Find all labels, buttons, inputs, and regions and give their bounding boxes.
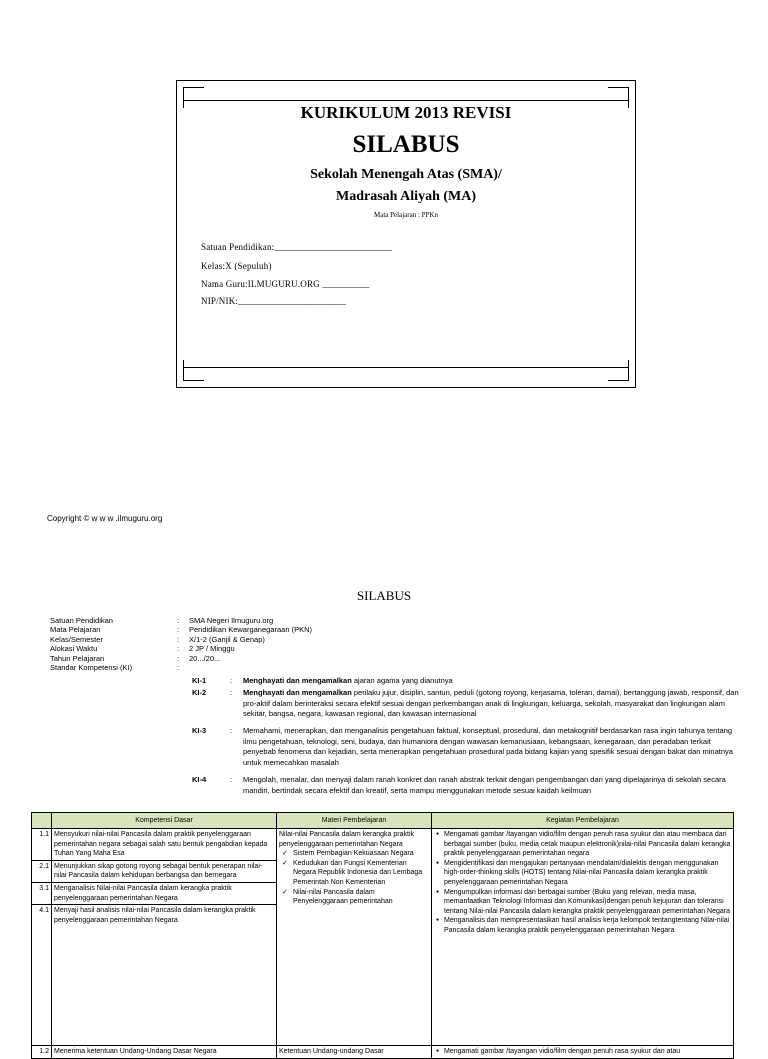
list-item: ● Menganalisis dan mempresentasikan hasil analisis kerja kelompok tentangtentang Nilai-nilai Pancasila dalam kerangka praktik penyelenggaraan pemerintahan Negara xyxy=(444,916,731,935)
mapel-label: Mata Pelajaran : PPKn xyxy=(374,211,438,219)
silabus-title: SILABUS xyxy=(352,131,460,158)
table-header-row xyxy=(32,813,734,829)
header-kegiatan: Kegiatan Pembelajaran xyxy=(432,813,734,829)
list-item: ● Mengidentifikasi dan mengajukan pertanyaan mendalam/dialektis dengan menggunakan high-order-thinking skills (HOTS) tentang Nilai-nilai Pancasila dalam kerangka praktik penyelenggaraan pemerintahan Negara xyxy=(444,859,731,888)
cover-frame xyxy=(176,80,636,388)
silabus-heading: SILABUS xyxy=(356,588,412,603)
kurikulum-title: KURIKULUM 2013 REVISI xyxy=(300,103,512,122)
info-row: Mata Pelajaran : Pendidikan Kewarganegaraan (PKN) xyxy=(50,625,312,635)
info-block xyxy=(50,616,312,672)
info-row: Satuan Pendidikan : SMA Negeri Ilmuguru.org xyxy=(50,616,274,625)
frame-line xyxy=(183,367,629,368)
list-item: ● Mengamati gambar /tayangan vidio/film dengan penuh rasa syukur dan atau xyxy=(444,1047,731,1057)
field-nip: NIP/NIK:_______________________ xyxy=(201,296,347,306)
info-row: Tahun Pelajaran : 20.../20... xyxy=(50,653,221,663)
info-row: Kelas/Semester : X/1-2 (Ganjil & Genap) xyxy=(50,634,265,644)
info-row: Alokasi Waktu : 2 JP / Minggu xyxy=(50,644,235,654)
sekolah-subtitle: Sekolah Menengah Atas (SMA)/ xyxy=(310,167,502,182)
frame-corner xyxy=(608,360,629,381)
field-guru: Nama Guru:ILMUGURU.ORG __________ xyxy=(201,279,370,289)
list-item: ✓ Kedudukan dan Fungsi Kementerian Negara Republik Indonesia dan Lembaga Pemerintah Non Kementerian xyxy=(293,859,429,888)
list-item: ● Mengumpulkan informasi dari berbagai sumber (Buku yang relevan, media masa, memanfaatkan Teknologi Informasi dan Komunikasi)dengan penuh kejujuran dan toleransi tentang Nilai-nilai Pancasila dalam kerangka praktik penyelenggaraan pemerintahan Negara xyxy=(444,888,731,917)
frame-line xyxy=(183,100,629,101)
info-row: Standar Kompetensi (KI) : xyxy=(50,663,180,673)
header-no xyxy=(32,813,52,829)
kegiatan-cell xyxy=(432,829,734,1046)
table-row: 1.2 Menerima ketentuan Undang-Undang Dasar Negara Ketentuan Undang-undang Dasar ● Mengamati gambar /tayangan vidio/film dengan penuh rasa syukur dan atau xyxy=(32,1046,734,1059)
list-item: ● Mengamati gambar /tayangan vidio/film dengan penuh rasa syukur dan atau membaca dari berbagai sumber (buku, media cetak maupun elektronik)nilai-nilai Pancasila dalam kerangka praktik penyelenggaraan pemerintahan negara xyxy=(444,830,731,859)
header-materi: Materi Pembelajaran xyxy=(277,813,432,829)
table-row: 1.1 Mensyukuri nilai-nilai Pancasila dalam praktik penyelenggaraan pemerintahan negara sebagai salah satu bentuk pengabdian kepada Tuhan Yang Maha Esa Nilai-nilai Pancasila dalam kerangka praktik penyelenggaraan pemerintahan Negara ✓ Sistem Pembagian Kekuasaan Negara ✓ Kedudukan dan Fungsi Kementerian Negara Republik Indonesia dan Lembaga Pemerintah Non Kementerian ✓ Nilai-nilai Pancasila dalam Penyelenggaraan pemerintahan ● Mengamati gambar /tayangan vidio/film dengan penuh rasa syukur dan atau membaca dari berbagai sumber (buku, media cetak maupun elektronik)nilai-nilai Pancasila dalam kerangka praktik penyelenggaraan pemerintahan negara ● Mengidentifikasi dan mengajukan pertanyaan mendalam/dialektis dengan menggunakan high-order-thinking skills (HOTS) tentang Nilai-nilai Pancasila dalam kerangka praktik penyelenggaraan pemerintahan Negara ● Mengumpulkan informasi dari berbagai sumber (Buku yang relevan, media masa, memanfaatkan Teknologi Informasi dan Komunikasi)dengan penuh kejujuran dan toleransi tentang Nilai-nilai Pancasila dalam kerangka praktik penyelenggaraan pemerintahan Negara ● Menganalisis dan mempresentasikan hasil analisis kerja kelompok tentangtentang Nilai-nilai Pancasila dalam kerangka praktik penyelenggaraan pemerintahan Negara xyxy=(32,829,734,861)
field-satuan: Satuan Pendidikan:_________________________ xyxy=(201,242,392,252)
field-kelas: Kelas:X (Sepuluh) xyxy=(201,261,272,271)
madrasah-subtitle: Madrasah Aliyah (MA) xyxy=(336,189,476,204)
header-kd: Kompetensi Dasar xyxy=(52,813,277,829)
list-item: ✓ Nilai-nilai Pancasila dalam Penyelenggaraan pemerintahan xyxy=(293,888,429,907)
table-row: 3.1 Menganalisis Nilai-nilai Pancasila dalam kerangka praktik penyelenggaraan pemerintahan Negara xyxy=(32,882,734,904)
silabus-table xyxy=(31,812,734,1059)
copyright-text: Copyright © w w w .ilmuguru.org xyxy=(47,514,163,523)
table-row: 4.1 Menyaji hasil analisis nilai-nilai Pancasila dalam kerangka praktik penyelenggaraan pemerintahan Negara xyxy=(32,905,734,1046)
table-row: 2.1 Menunjukkan sikap gotong royong sebagai bentuk penerapan nilai-nilai Pancasila dalam kehidupan berbangsa dan bernegara xyxy=(32,860,734,882)
frame-corner xyxy=(183,360,204,381)
list-item: ✓ Sistem Pembagian Kekuasaan Negara xyxy=(293,849,429,859)
materi-cell: Nilai-nilai Pancasila dalam kerangka praktik penyelenggaraan pemerintahan Negara ✓ Sistem Pembagian Kekuasaan Negara ✓ Kedudukan dan Fungsi Kementerian Negara Republik Indonesia dan Lembaga Pemerintah Non Kementerian ✓ Nilai-nilai Pancasila dalam Penyelenggaraan pemerintahan xyxy=(277,829,432,1046)
